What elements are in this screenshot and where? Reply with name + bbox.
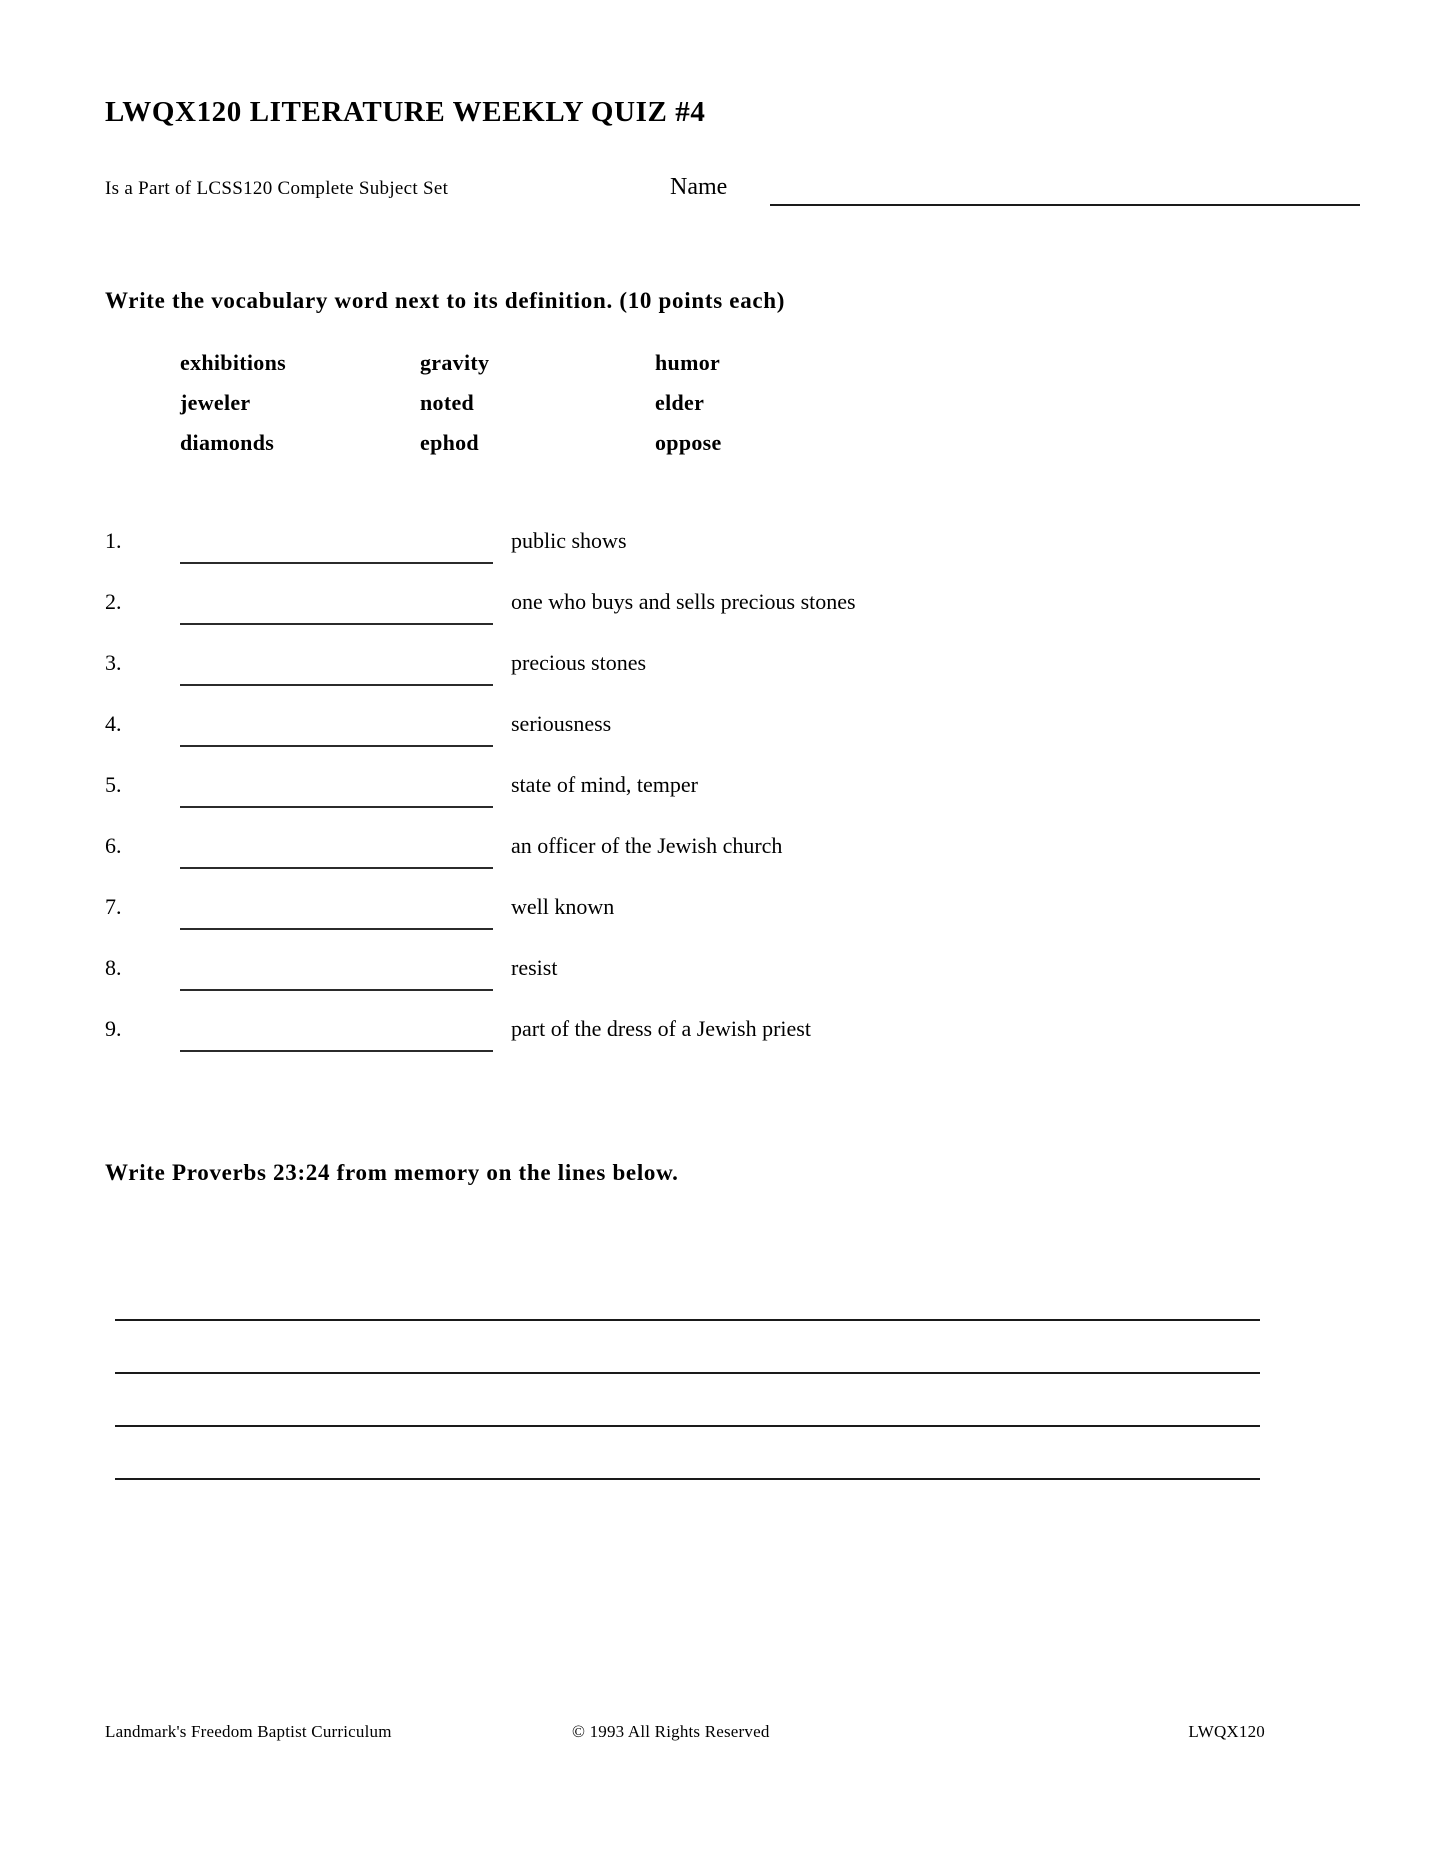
word-bank-word: ephod: [420, 430, 479, 455]
item-answer-blank[interactable]: [180, 806, 493, 808]
word-bank-word: exhibitions: [180, 350, 286, 375]
answer-line[interactable]: [115, 1427, 1260, 1480]
vocabulary-item-row: [105, 711, 1265, 772]
item-answer-blank[interactable]: [180, 623, 493, 625]
item-definition: precious stones: [511, 650, 647, 675]
item-definition: an officer of the Jewish church: [511, 833, 783, 858]
item-number: 2.: [105, 589, 122, 614]
item-answer-blank[interactable]: [180, 989, 493, 991]
answer-line-rule: [115, 1478, 1260, 1480]
answer-line[interactable]: [115, 1321, 1260, 1374]
item-number: 7.: [105, 894, 122, 919]
page-footer: [105, 1722, 1265, 1748]
answer-line[interactable]: [115, 1268, 1260, 1321]
item-definition: one who buys and sells precious stones: [511, 589, 856, 614]
item-number: 3.: [105, 650, 122, 675]
name-field-label: Name: [670, 174, 728, 200]
footer-publisher: Landmark's Freedom Baptist Curriculum: [105, 1722, 392, 1741]
item-definition: part of the dress of a Jewish priest: [511, 1016, 811, 1041]
item-definition: state of mind, temper: [511, 772, 698, 797]
vocabulary-item-row: [105, 833, 1265, 894]
vocabulary-item-row: [105, 589, 1265, 650]
vocabulary-item-row: [105, 894, 1265, 955]
vocabulary-item-row: [105, 528, 1265, 589]
item-number: 9.: [105, 1016, 122, 1041]
item-definition: resist: [511, 955, 558, 980]
item-number: 1.: [105, 528, 122, 553]
page-title: LWQX120 LITERATURE WEEKLY QUIZ #4: [105, 96, 706, 128]
item-answer-blank[interactable]: [180, 1050, 493, 1052]
footer-copyright: © 1993 All Rights Reserved: [572, 1722, 770, 1741]
word-bank-word: noted: [420, 390, 475, 415]
vocabulary-item-row: [105, 1016, 1265, 1077]
subtitle-subject-set: Is a Part of LCSS120 Complete Subject Set: [105, 178, 449, 199]
vocabulary-item-row: [105, 650, 1265, 711]
word-bank-row: [180, 390, 880, 430]
word-bank-word: diamonds: [180, 430, 275, 455]
word-bank-row: [180, 430, 880, 470]
word-bank-word: humor: [655, 350, 721, 375]
header-meta-row: [105, 174, 1265, 208]
memory-verse-instruction: Write Proverbs 23:24 from memory on the lines below.: [105, 1160, 679, 1185]
footer-document-code: LWQX120: [1188, 1722, 1265, 1741]
word-bank-word: elder: [655, 390, 705, 415]
item-answer-blank[interactable]: [180, 745, 493, 747]
word-bank-row: [180, 350, 880, 390]
memory-verse-answer-lines: [115, 1268, 1260, 1480]
item-number: 4.: [105, 711, 122, 736]
vocabulary-item-row: [105, 772, 1265, 833]
vocabulary-items-list: [105, 528, 1265, 1077]
item-definition: public shows: [511, 528, 627, 553]
item-number: 8.: [105, 955, 122, 980]
vocabulary-instruction: Write the vocabulary word next to its definition. (10 points each): [105, 288, 786, 313]
word-bank-word: jeweler: [180, 390, 251, 415]
vocabulary-item-row: [105, 955, 1265, 1016]
item-answer-blank[interactable]: [180, 867, 493, 869]
item-answer-blank[interactable]: [180, 684, 493, 686]
item-number: 6.: [105, 833, 122, 858]
item-answer-blank[interactable]: [180, 562, 493, 564]
word-bank-word: gravity: [420, 350, 490, 375]
item-definition: seriousness: [511, 711, 612, 736]
word-bank: [180, 350, 880, 470]
item-number: 5.: [105, 772, 122, 797]
word-bank-word: oppose: [655, 430, 722, 455]
name-field-input[interactable]: [770, 204, 1360, 206]
item-answer-blank[interactable]: [180, 928, 493, 930]
answer-line[interactable]: [115, 1374, 1260, 1427]
item-definition: well known: [511, 894, 615, 919]
